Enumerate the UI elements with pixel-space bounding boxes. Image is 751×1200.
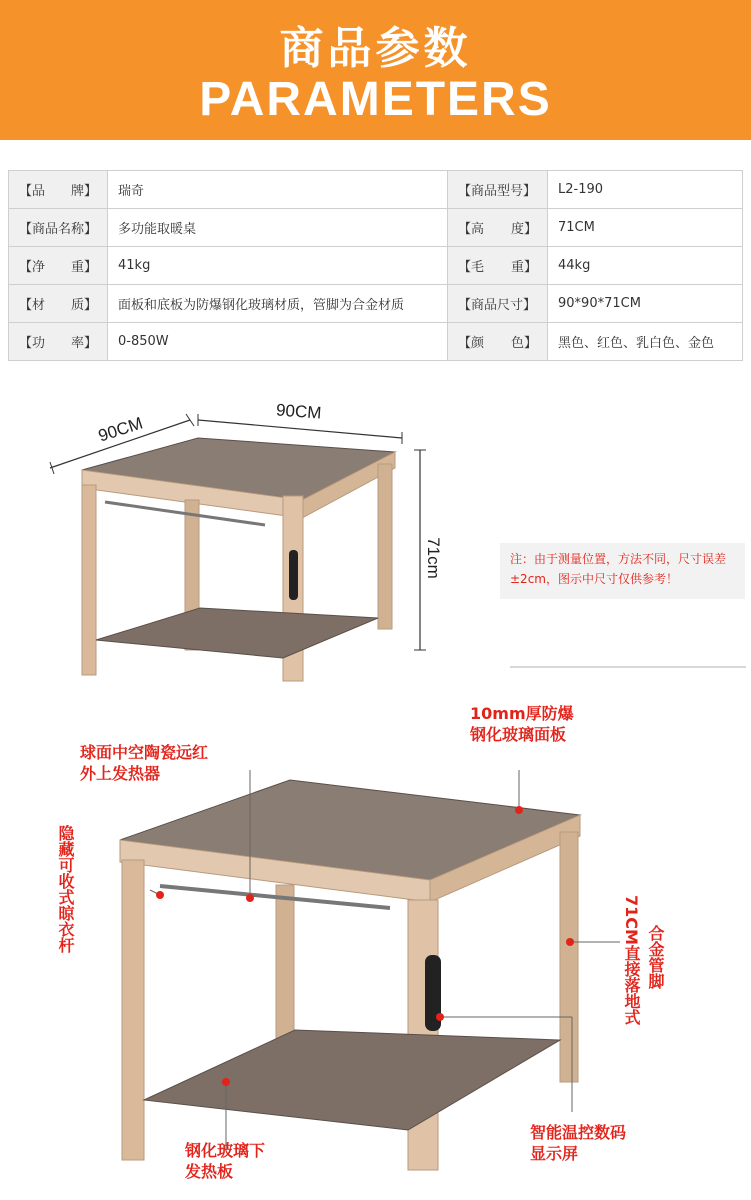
- param-value: 黑色、红色、乳白色、金色: [548, 323, 743, 361]
- param-value: 44kg: [548, 247, 743, 285]
- param-key: [9, 285, 108, 323]
- title-chinese: 商品参数: [279, 23, 472, 74]
- depth-dimension: 90CM: [96, 413, 146, 446]
- param-row: [9, 209, 743, 247]
- callout-legs: 合金管脚: [646, 925, 665, 989]
- param-key: [448, 171, 548, 209]
- param-key: [448, 323, 548, 361]
- width-dimension: 90CM: [275, 400, 323, 423]
- callout-rack: 隐藏可收式晾衣杆: [56, 825, 75, 953]
- param-value: 90*90*71CM: [548, 285, 743, 323]
- parameters-table: [8, 170, 743, 361]
- param-row: [9, 247, 743, 285]
- callout-heater-top: 球面中空陶瓷远红外上发热器: [80, 743, 209, 783]
- param-key: [9, 209, 108, 247]
- callout-display: 智能温控数码显示屏: [530, 1123, 627, 1163]
- param-row: [9, 323, 743, 361]
- param-key-text: 率】: [71, 336, 98, 351]
- param-value: 0-850W: [108, 323, 448, 361]
- param-key-text: 【材: [19, 298, 46, 313]
- param-key-text: 【功: [19, 336, 46, 351]
- param-key-text: 【商品尺寸】: [458, 298, 537, 313]
- param-key: [448, 209, 548, 247]
- param-value: 面板和底板为防爆钢化玻璃材质，管脚为合金材质: [108, 285, 448, 323]
- param-key-text: 【商品名称】: [19, 222, 98, 237]
- header-banner: [0, 0, 751, 140]
- param-key-text: 【商品型号】: [458, 184, 537, 199]
- param-key-text: 牌】: [71, 184, 98, 199]
- divider: [510, 666, 746, 668]
- param-key: [9, 247, 108, 285]
- param-key: [9, 323, 108, 361]
- param-key-text: 质】: [71, 298, 98, 313]
- param-value: L2-190: [548, 171, 743, 209]
- param-value: 多功能取暖桌: [108, 209, 448, 247]
- param-key: [448, 285, 548, 323]
- param-row: [9, 171, 743, 209]
- param-key: [448, 247, 548, 285]
- param-key-text: 【品: [19, 184, 46, 199]
- callout-legs-height: 71CM直接落地式: [622, 895, 641, 1025]
- param-key-text: 【净: [19, 260, 46, 275]
- param-value: 41kg: [108, 247, 448, 285]
- param-value: 瑞奇: [108, 171, 448, 209]
- param-key-text: 色】: [511, 336, 538, 351]
- param-key-text: 【高: [458, 222, 485, 237]
- param-key-text: 【颜: [458, 336, 485, 351]
- callout-heater-bottom: 钢化玻璃下发热板: [185, 1141, 266, 1181]
- param-key-text: 重】: [511, 260, 538, 275]
- measurement-note: 注：由于测量位置，方法不同，尺寸误差±2cm，图示中尺寸仅供参考！: [500, 543, 745, 599]
- param-key: [9, 171, 108, 209]
- height-dimension: 71cm: [423, 537, 443, 579]
- title-english: PARAMETERS: [199, 73, 552, 126]
- param-key-text: 【毛: [458, 260, 485, 275]
- callout-panel: 10mm厚防爆钢化玻璃面板: [470, 704, 574, 744]
- param-row: [9, 285, 743, 323]
- param-key-text: 度】: [511, 222, 538, 237]
- param-key-text: 重】: [71, 260, 98, 275]
- param-value: 71CM: [548, 209, 743, 247]
